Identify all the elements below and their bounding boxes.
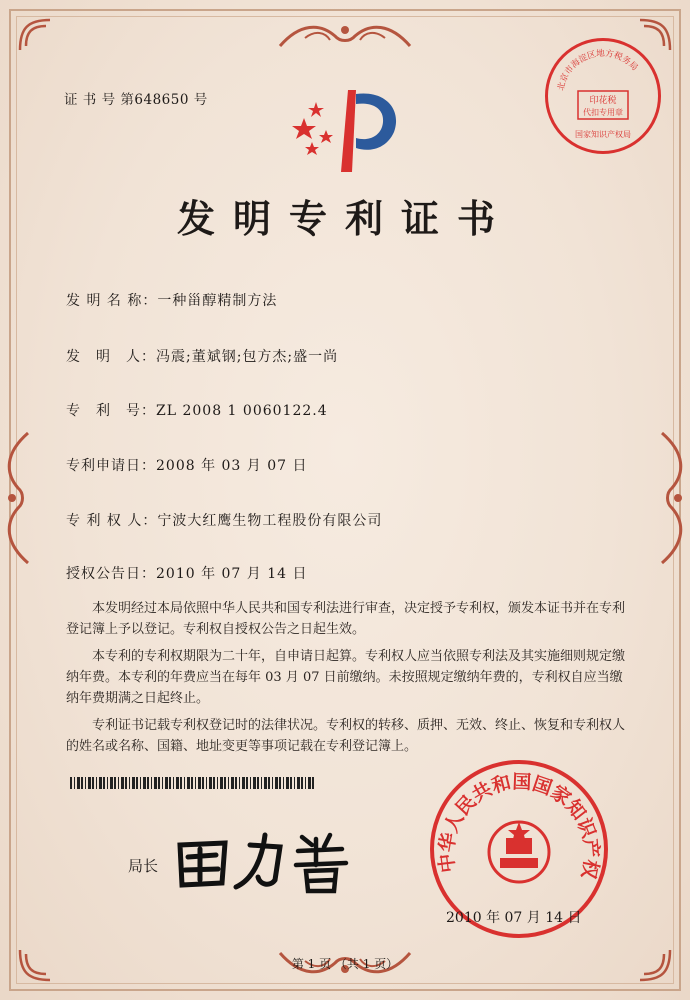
left-ornament	[0, 428, 36, 568]
page-indicator: 第 1 页 （共 1 页）	[291, 957, 399, 971]
director-signature	[170, 825, 360, 895]
paragraph-grant: 本发明经过本局依照中华人民共和国专利法进行审查，决定授予专利权，颁发本证书并在专利登记簿上予以登记。专利权自授权公告之日起生效。	[66, 601, 626, 637]
corner-ornament	[18, 18, 52, 52]
field-value: ZL 2008 1 0060122.4	[156, 403, 328, 419]
field-value: 宁波大红鹰生物工程股份有限公司	[157, 513, 383, 529]
svg-text:中华人民共和国国家知识产权局: 中华人民共和国国家知识产权	[435, 771, 603, 881]
field-label: 发 明 人：	[66, 349, 156, 365]
certificate-number-label: 证 书 号	[64, 92, 116, 108]
field-value: 2008 年 03 月 07 日	[156, 458, 308, 474]
field-label: 专 利 号：	[66, 403, 156, 419]
field-label: 专利申请日：	[66, 458, 156, 474]
svg-text:北京市海淀区地方税务局: 北京市海淀区地方税务局	[556, 48, 640, 92]
field-label: 专 利 权 人：	[66, 513, 158, 529]
field-label: 发 明 名 称：	[66, 293, 158, 309]
field-invention-name	[66, 290, 277, 310]
svg-text:国家知识产权局: 国家知识产权局	[575, 130, 631, 139]
certificate-title: 发明专利证书	[176, 196, 513, 241]
field-application-date	[66, 455, 308, 475]
right-ornament	[654, 428, 690, 568]
barcode	[70, 777, 316, 789]
director-label: 局长	[128, 857, 159, 875]
paragraph-term: 本专利的专利权期限为二十年，自申请日起算。专利权人应当依照专利法及其实施细则规定缴纳年费。本专利的年费应当在每年 03 月 07 日前缴纳。未按照规定缴纳年费的，专利权自应当缴纳年费期满之日起终止。	[66, 649, 626, 706]
field-label: 授权公告日：	[66, 566, 156, 582]
field-value: 2010 年 07 月 14 日	[156, 566, 308, 582]
issue-date: 2010 年 07 月 14 日	[446, 910, 582, 926]
certificate-number-value: 第648650 号	[120, 92, 208, 108]
paragraph-legal-status: 专利证书记载专利权登记时的法律状况。专利权的转移、质押、无效、终止、恢复和专利权人的姓名或名称、国籍、地址变更等事项记载在专利登记簿上。	[66, 718, 626, 754]
field-patent-number	[66, 400, 328, 420]
certificate-body	[66, 598, 632, 757]
field-value: 一种甾醇精制方法	[157, 293, 278, 309]
field-patentee	[66, 510, 382, 530]
tax-seal	[545, 38, 661, 154]
field-inventors	[66, 346, 338, 366]
field-value: 冯震;董斌钢;包方杰;盛一尚	[156, 349, 339, 365]
svg-text:代扣专用章: 代扣专用章	[583, 108, 623, 117]
certificate-number	[64, 88, 208, 108]
field-grant-date	[66, 563, 308, 583]
svg-text:印花税: 印花税	[589, 96, 617, 106]
top-ornament	[275, 18, 415, 54]
patent-office-logo	[286, 80, 406, 180]
